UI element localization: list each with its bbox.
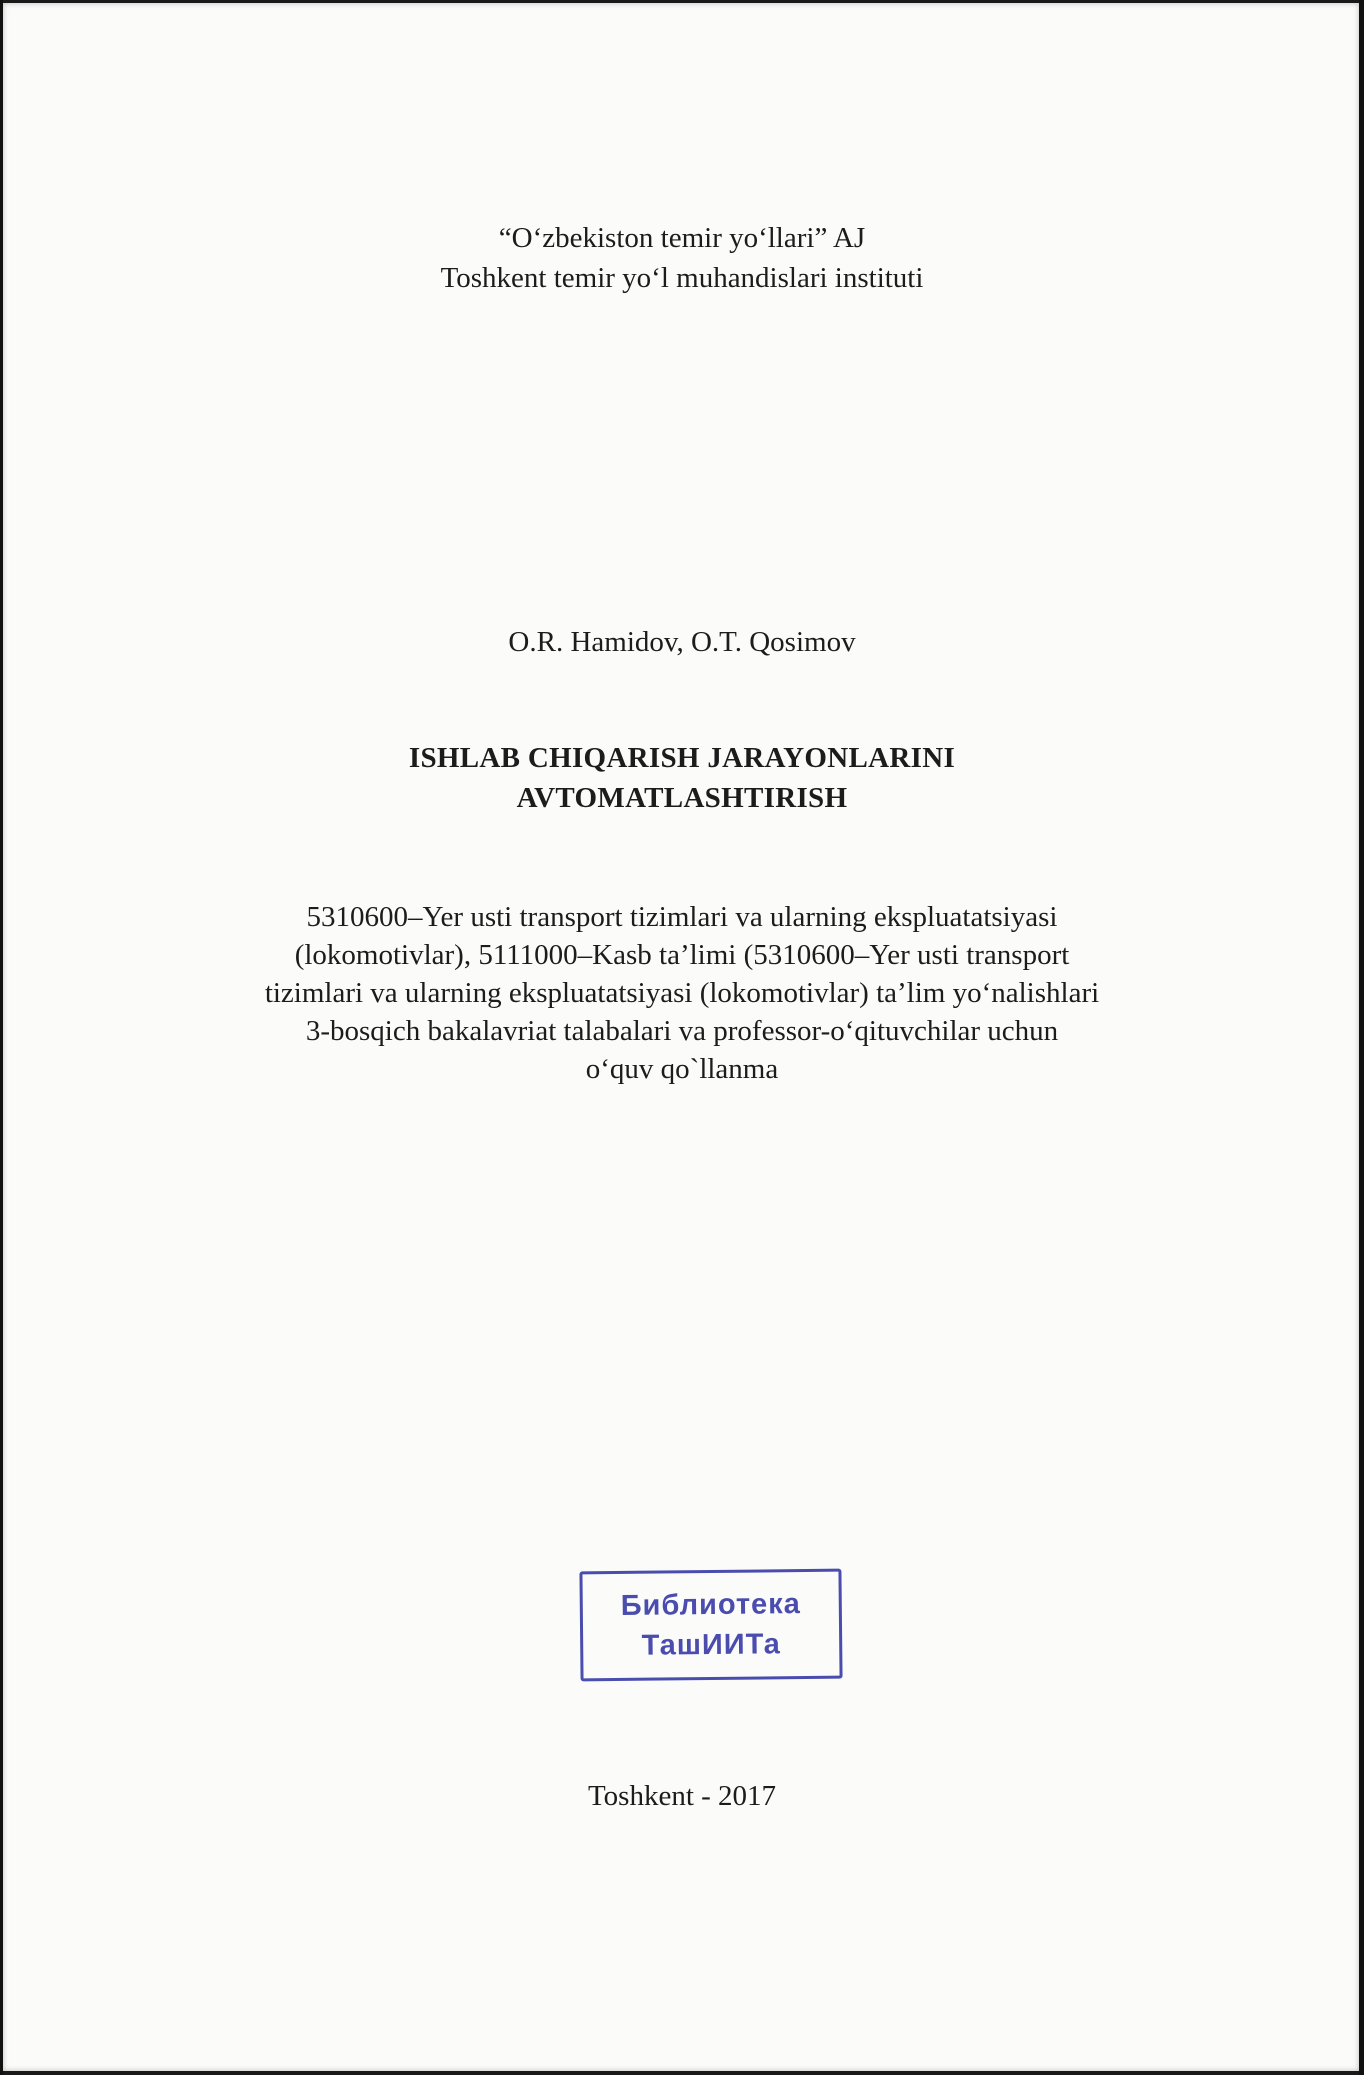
document-description xyxy=(0,898,1364,1088)
header-block xyxy=(0,218,1364,298)
description-line-1: 5310600–Yer usti transport tizimlari va ularning ekspluatatsiyasi xyxy=(306,901,1058,933)
title-line-2: AVTOMATLASHTIRISH xyxy=(516,782,848,814)
title-line-1: ISHLAB CHIQARISH JARAYONLARINI xyxy=(408,742,956,774)
organization-name: “O‘zbekiston temir yo‘llari” AJ xyxy=(498,222,866,254)
institute-name: Toshkent temir yo‘l muhandislari instituti xyxy=(440,262,924,294)
description-line-5: o‘quv qo`llanma xyxy=(585,1053,779,1085)
description-line-4: 3-bosqich bakalavriat talabalari va professor-o‘qituvchilar uchun xyxy=(305,1015,1059,1047)
stamp-line-1: Библиотека xyxy=(620,1588,801,1622)
library-stamp xyxy=(579,1569,842,1682)
city-year: Toshkent - 2017 xyxy=(587,1780,777,1812)
stamp-line-2: ТашИИТа xyxy=(641,1628,781,1662)
document-title xyxy=(0,738,1364,818)
description-line-3: tizimlari va ularning ekspluatatsiyasi (lokomotivlar) ta’lim yo‘nalishlari xyxy=(264,977,1100,1009)
authors: O.R. Hamidov, O.T. Qosimov xyxy=(508,626,856,658)
description-line-2: (lokomotivlar), 5111000–Kasb ta’limi (5310600–Yer usti transport xyxy=(294,939,1070,971)
